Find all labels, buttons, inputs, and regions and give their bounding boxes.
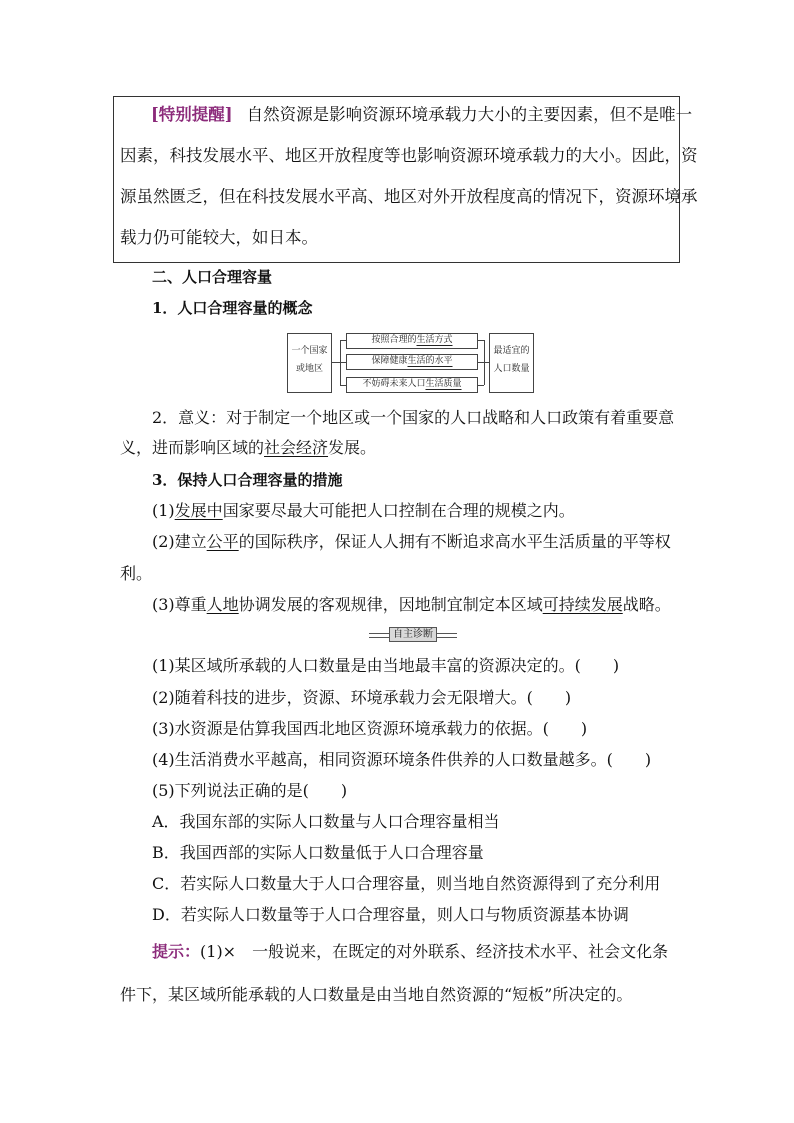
question-5: (5)下列说法正确的是( ): [152, 781, 348, 800]
measure-2: (2)建立公平的国际秩序，保证人人拥有不断追求高水平生活质量的平等权: [152, 532, 671, 551]
meaning-line-2: 义，进而影响区域的社会经济发展。: [120, 438, 377, 457]
concept-heading: 1．人口合理容量的概念: [152, 299, 313, 317]
option-a: A．我国东部的实际人口数量与人口合理容量相当: [152, 812, 500, 831]
question-1: (1)某区域所承载的人口数量是由当地最丰富的资源决定的。( ): [152, 656, 620, 675]
notice-line-2: 因素，科技发展水平、地区开放程度等也影响资源环境承载力的大小。因此，资: [120, 146, 698, 165]
option-c: C．若实际人口数量大于人口合理容量，则当地自然资源得到了充分利用: [152, 874, 661, 893]
question-2: (2)随着科技的进步，资源、环境承载力会无限增大。( ): [152, 688, 572, 707]
notice-line-4: 载力仍可能较大，如日本。: [120, 228, 318, 247]
measure-1: (1)发展中国家要尽最大可能把人口控制在合理的规模之内。: [152, 501, 575, 520]
option-d: D．若实际人口数量等于人口合理容量，则人口与物质资源基本协调: [152, 905, 629, 924]
section-heading: 二、人口合理容量: [152, 268, 273, 286]
notice-tag: [特别提醒]: [151, 105, 233, 124]
diagram-mid-box-3: 不妨碍未来人口生活质量: [346, 377, 478, 393]
measures-heading: 3．保持人口合理容量的措施: [152, 471, 343, 489]
option-b: B．我国西部的实际人口数量低于人口合理容量: [152, 843, 484, 862]
diagram-mid-box-2: 保障健康生活的水平: [346, 354, 478, 370]
measure-2-cont: 利。: [120, 564, 153, 583]
meaning-line-1: 2．意义：对于制定一个地区或一个国家的人口战略和人口政策有着重要意: [152, 408, 675, 427]
notice-line-1: [特别提醒] 自然资源是影响资源环境承载力大小的主要因素，但不是唯一: [151, 105, 693, 124]
tip-line-2: 件下，某区域所能承载的人口数量是由当地自然资源的“短板”所决定的。: [120, 985, 633, 1004]
measure-3: (3)尊重人地协调发展的客观规律，因地制宜制定本区域可持续发展战略。: [152, 595, 671, 614]
tip-tag: 提示：: [152, 942, 201, 961]
diagram-left-box: 一个国家 或地区: [287, 333, 332, 393]
diagram-right-box: 最适宜的 人口数量: [489, 333, 534, 393]
self-diagnosis-banner: [369, 626, 457, 644]
diagram-mid-box-1: 按照合理的生活方式: [346, 333, 478, 349]
question-3: (3)水资源是估算我国西北地区资源环境承载力的依据。( ): [152, 719, 588, 738]
tip-line-1: 提示：(1)× 一般说来，在既定的对外联系、经济技术水平、社会文化条: [152, 942, 669, 961]
banner-label: 自主诊断: [389, 627, 437, 642]
question-4: (4)生活消费水平越高，相同资源环境条件供养的人口数量越多。( ): [152, 750, 652, 769]
notice-line-3: 源虽然匮乏，但在科技发展水平高、地区对外开放程度高的情况下，资源环境承: [120, 187, 698, 206]
